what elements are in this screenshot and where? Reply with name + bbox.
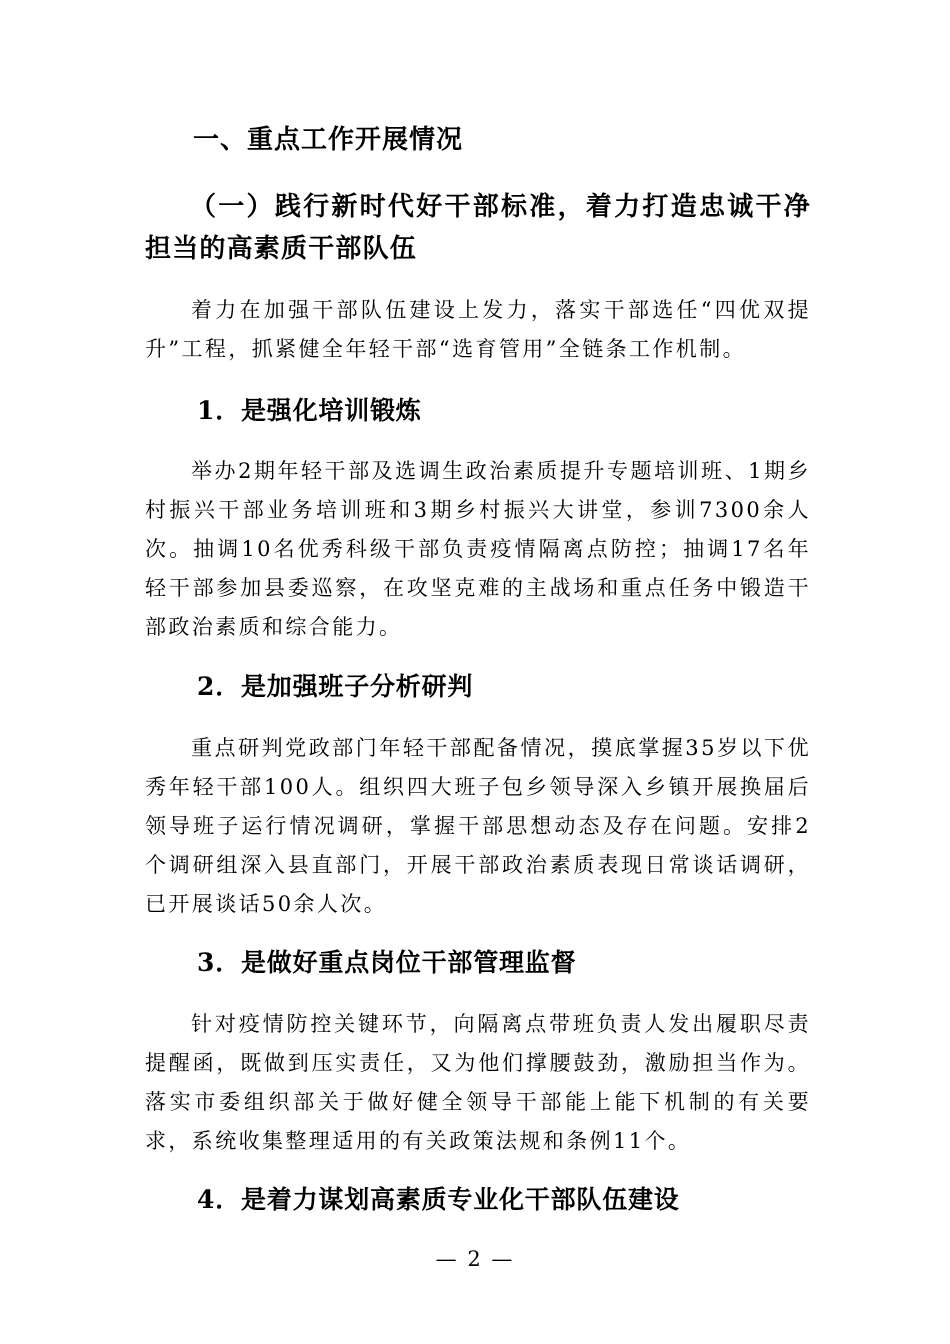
item-heading-1: 1．是强化培训锻炼	[197, 396, 422, 425]
page-number: — 2 —	[435, 1247, 515, 1271]
item-heading-3: 3．是做好重点岗位干部管理监督	[197, 948, 577, 977]
intro-paragraph: 着力在加强干部队伍建设上发力，落实干部选任“四优双提升”工程，抓紧健全年轻干部“选育管用”全链条工作机制。	[145, 298, 811, 361]
item-heading-2: 2．是加强班子分析研判	[197, 672, 474, 701]
item-3-paragraph: 针对疫情防控关键环节，向隔离点带班负责人发出履职尽责提醒函，既做到压实责任，又为他们撑腰鼓劲，激励担当作为。落实市委组织部关于做好健全领导干部能上能下机制的有关要求，系统收集整理适用的有关政策法规和条例11个。	[145, 1012, 811, 1153]
item-heading-4: 4．是着力谋划高素质专业化干部队伍建设	[197, 1185, 680, 1214]
section-heading: 一、重点工作开展情况	[193, 125, 464, 155]
subsection-heading: （一）践行新时代好干部标准，着力打造忠诚干净担当的高素质干部队伍	[145, 192, 811, 264]
item-2-paragraph: 重点研判党政部门年轻干部配备情况，摸底掌握35岁以下优秀年轻干部100人。组织四大班子包乡领导深入乡镇开展换届后领导班子运行情况调研，掌握干部思想动态及存在问题。安排2个调研组深入县直部门，开展干部政治素质表现日常谈话调研，已开展谈话50余人次。	[145, 736, 811, 916]
item-1-paragraph: 举办2期年轻干部及选调生政治素质提升专题培训班、1期乡村振兴干部业务培训班和3期乡村振兴大讲堂，参训7300余人次。抽调10名优秀科级干部负责疫情隔离点防控；抽调17名年轻干部参加县委巡察，在攻坚克难的主战场和重点任务中锻造干部政治素质和综合能力。	[145, 459, 811, 639]
